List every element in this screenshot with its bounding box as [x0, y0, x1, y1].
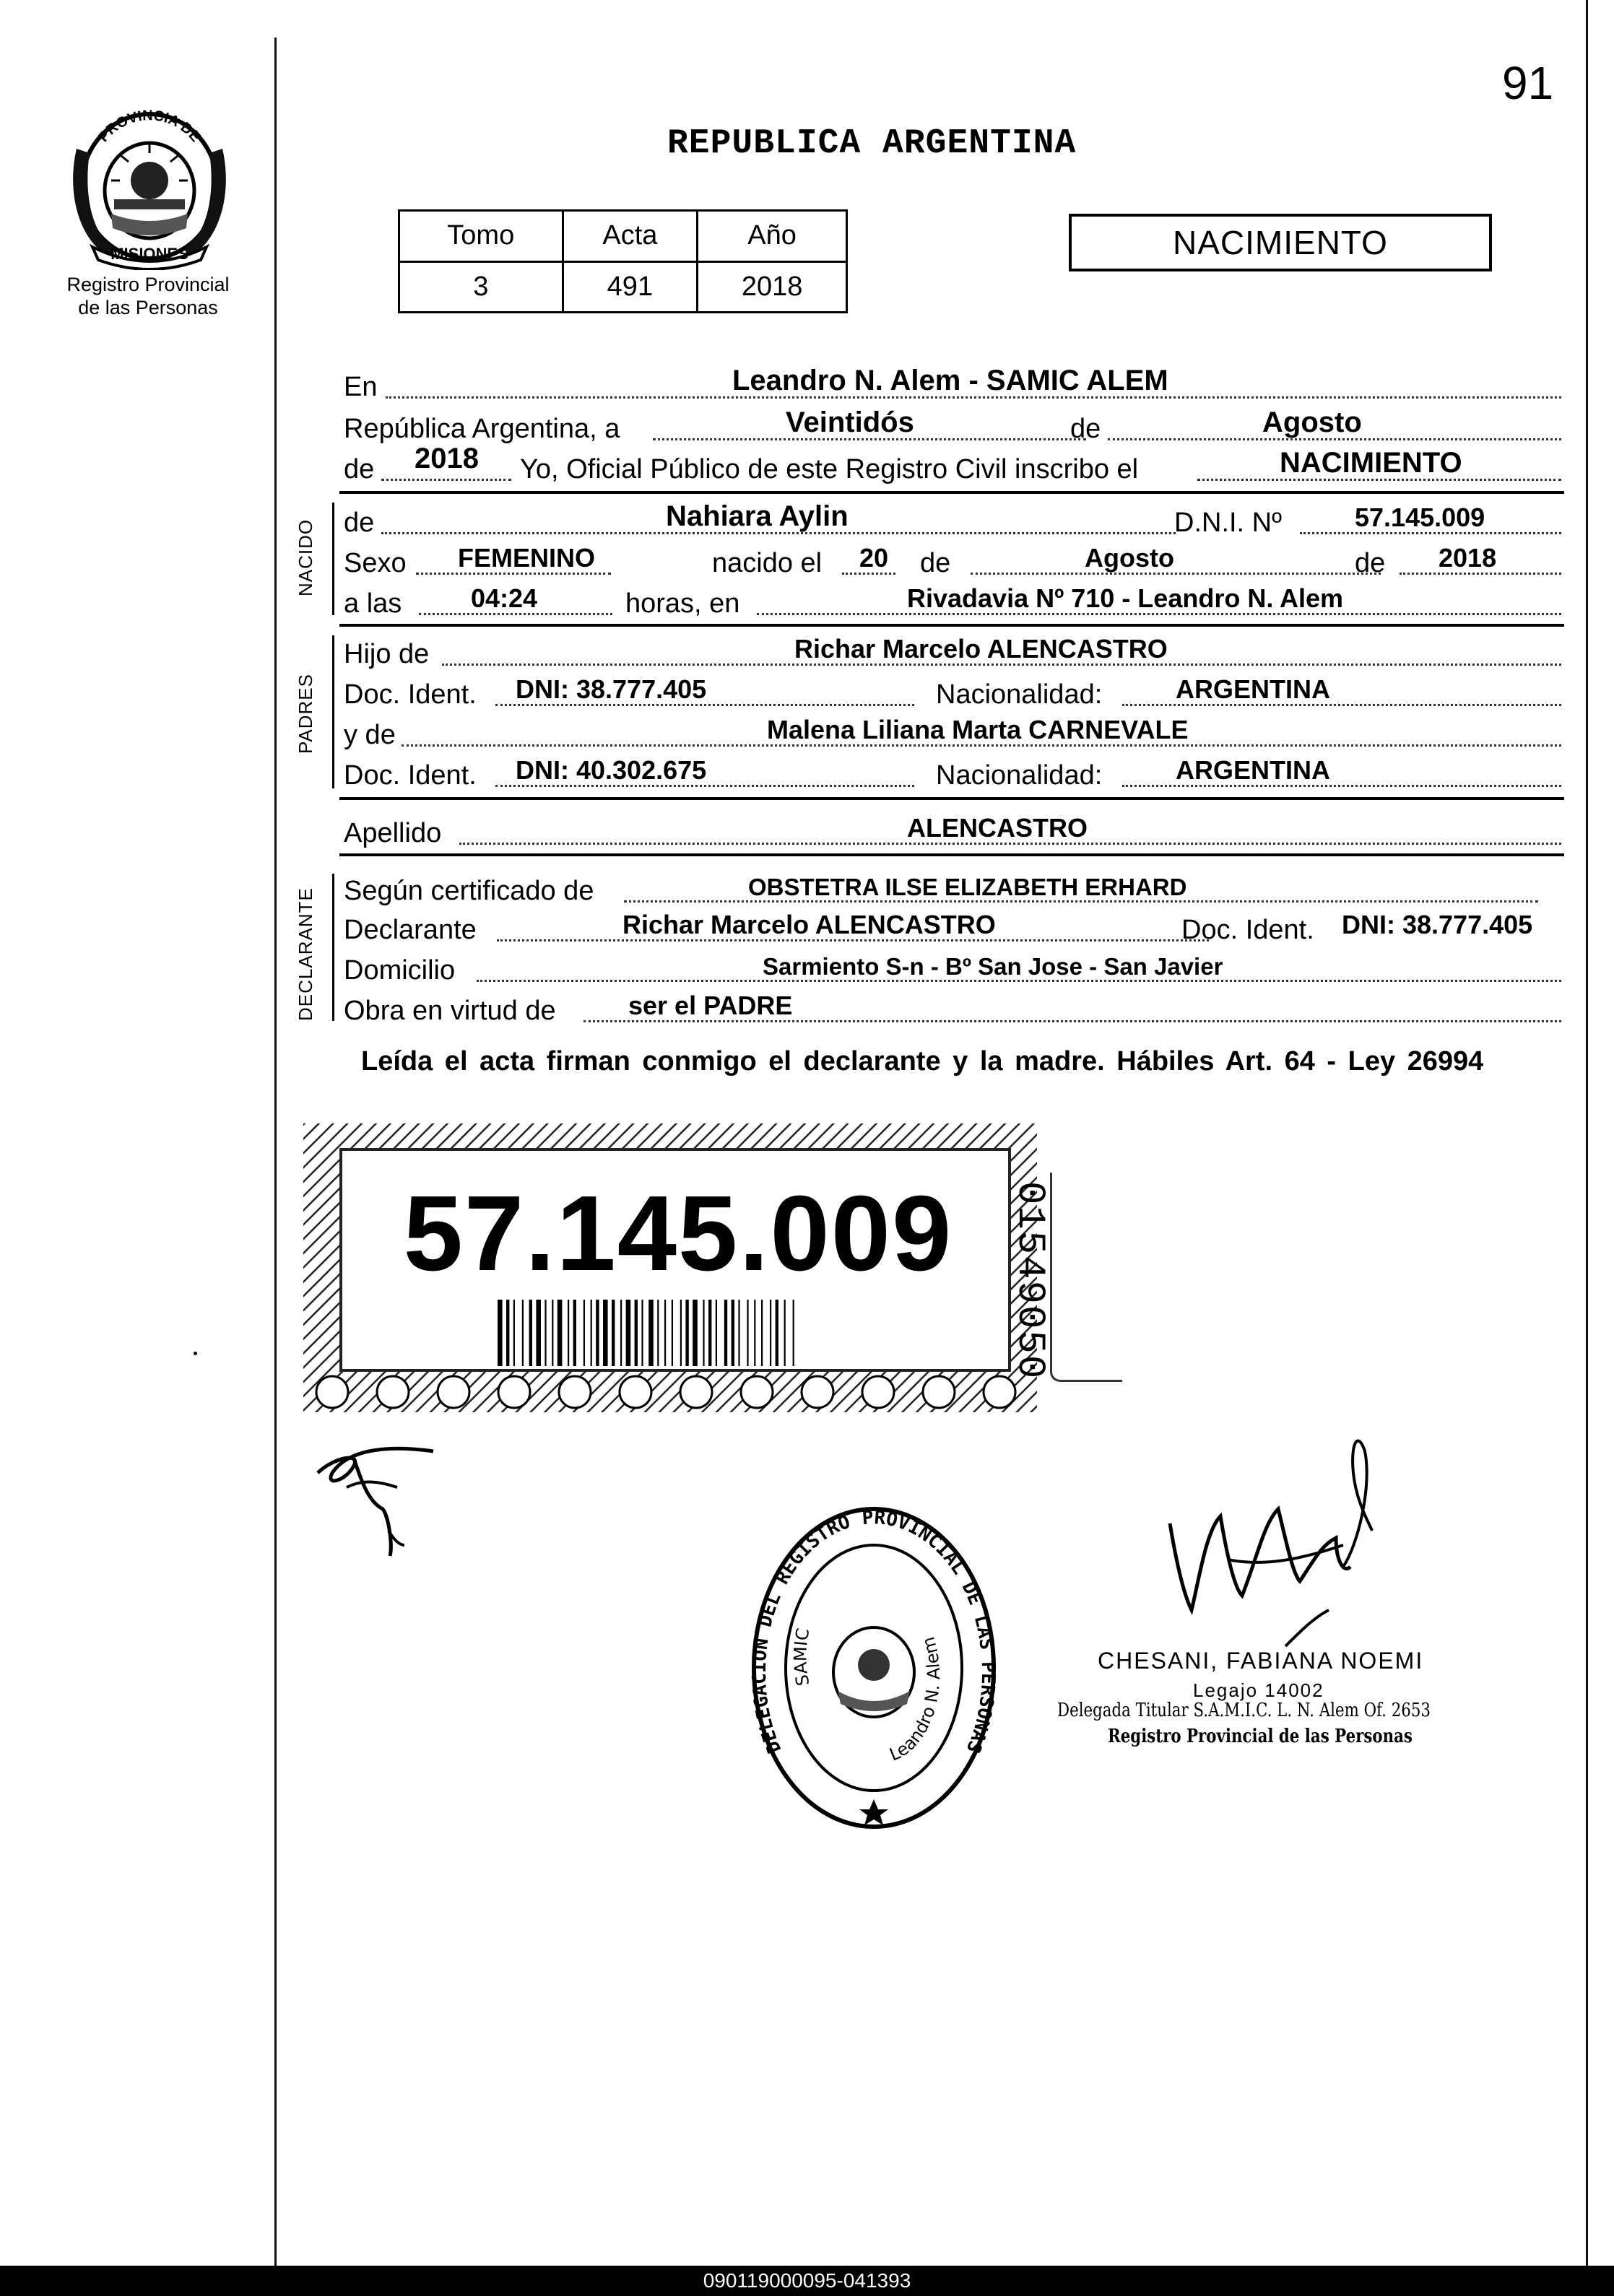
- nacido-bar: [332, 503, 334, 615]
- label-sexo: Sexo: [344, 548, 407, 578]
- section-divider: [339, 853, 1564, 856]
- barcode-bar: [685, 1300, 688, 1366]
- barcode-bar: [732, 1300, 734, 1366]
- row-apellido: [344, 813, 1561, 849]
- record-table-value-row: [399, 261, 847, 313]
- barcode-bar: [793, 1300, 794, 1366]
- label-y-de: y de: [344, 720, 396, 750]
- declarante-bar: [332, 874, 334, 1021]
- barcode-bar: [506, 1300, 509, 1366]
- barcode-bar: [738, 1300, 739, 1366]
- section-divider: [339, 797, 1564, 800]
- barcode-bar: [603, 1300, 608, 1366]
- side-label-declarante: DECLARANTE: [295, 887, 316, 1021]
- barcode-bar: [596, 1300, 599, 1366]
- misiones-coat-of-arms-logo: [71, 105, 228, 270]
- label-birth-de-year: de: [1355, 548, 1386, 578]
- side-label-padres: PADRES: [295, 674, 316, 754]
- barcode-bar: [724, 1300, 727, 1366]
- label-domicilio: Domicilio: [344, 955, 456, 986]
- barcode-bar: [648, 1300, 654, 1366]
- record-table-header-row: [399, 211, 847, 262]
- row-hora: [344, 583, 1561, 619]
- sticker-number: 57.145.009: [403, 1174, 953, 1293]
- value-obra: ser el PADRE: [628, 991, 793, 1020]
- label-obra: Obra en virtud de: [344, 996, 556, 1026]
- row-hijo-de: [344, 634, 1561, 670]
- label-de: de: [1070, 414, 1101, 444]
- value-padre-doc: DNI: 38.777.405: [516, 674, 707, 704]
- row-en: [344, 367, 1561, 403]
- value-domicilio: Sarmiento S-n - Bº San Jose - San Javier: [763, 953, 1223, 980]
- label-doc: Doc. Ident.: [344, 679, 477, 710]
- official-legajo: Legajo 14002: [1193, 1679, 1324, 1701]
- row-domicilio: [344, 950, 1561, 986]
- sticker-label: [339, 1148, 1011, 1372]
- footer-code: 090119000095-041393: [0, 2266, 1614, 2296]
- barcode-bar: [680, 1300, 682, 1366]
- speck: [194, 1352, 197, 1355]
- label-a-las: a las: [344, 588, 402, 619]
- barcode-bar: [761, 1300, 763, 1366]
- label-en: En: [344, 372, 378, 402]
- value-tomo: 3: [399, 261, 563, 313]
- value-birth-day: 20: [859, 543, 889, 573]
- value-decl-doc: DNI: 38.777.405: [1342, 910, 1533, 939]
- side-label-nacido: NACIDO: [295, 518, 316, 596]
- barcode-bar: [747, 1300, 748, 1366]
- value-nombre: Nahiara Aylin: [666, 500, 849, 532]
- barcode-bar: [513, 1300, 515, 1366]
- label-decl-doc: Doc. Ident.: [1181, 915, 1314, 945]
- row-padre-doc: [344, 674, 1561, 710]
- official-signature: [1155, 1415, 1401, 1661]
- row-obra: [344, 991, 1561, 1027]
- value-declarante: Richar Marcelo ALENCASTRO: [622, 910, 996, 939]
- section-divider: [339, 491, 1564, 494]
- label-doc: Doc. Ident.: [344, 760, 477, 791]
- dots: [971, 573, 1381, 575]
- value-anio: 2018: [698, 261, 847, 313]
- label-declarante: Declarante: [344, 915, 477, 945]
- svg-text:Leandro N. Alem: Leandro N. Alem: [886, 1635, 945, 1765]
- label-de-year: de: [344, 454, 375, 484]
- row-y-de: [344, 715, 1561, 751]
- barcode-bar: [784, 1300, 786, 1366]
- label-nacionalidad: Nacionalidad:: [936, 760, 1103, 791]
- official-position: Delegada Titular S.A.M.I.C. L. N. Alem Of. 2653: [1057, 1700, 1431, 1721]
- value-madre-doc: DNI: 40.302.675: [516, 755, 707, 785]
- svg-text:DELEGACION DEL REGISTRO PROVIN: DELEGACION DEL REGISTRO PROVINCIAL DE LAS PERSONAS: [748, 1507, 999, 1757]
- record-type-box: NACIMIENTO: [1069, 214, 1492, 271]
- label-nacionalidad: Nacionalidad:: [936, 679, 1103, 710]
- dots: [381, 479, 511, 481]
- barcode-bar: [522, 1300, 524, 1366]
- row-nombre: [344, 500, 1561, 539]
- registry-line1: Registro Provincial: [66, 274, 230, 295]
- barcode-bar: [770, 1300, 771, 1366]
- barcode-bar: [568, 1300, 569, 1366]
- registry-line2: de las Personas: [78, 297, 218, 318]
- barcode-bar: [536, 1300, 541, 1366]
- value-year: 2018: [415, 443, 479, 474]
- value-acta: 491: [563, 261, 698, 313]
- label-segun: Según certificado de: [344, 876, 594, 906]
- value-madre: Malena Liliana Marta CARNEVALE: [767, 715, 1189, 744]
- value-en: Leandro N. Alem - SAMIC ALEM: [732, 365, 1168, 396]
- barcode-bar: [498, 1300, 503, 1366]
- svg-text:PROVINCIA DE: PROVINCIA DE: [95, 108, 204, 145]
- value-padre: Richar Marcelo ALENCASTRO: [794, 634, 1168, 664]
- header-tomo: Tomo: [399, 211, 563, 262]
- barcode-bar: [776, 1300, 778, 1366]
- barcode-bar: [672, 1300, 673, 1366]
- barcode-bar: [583, 1300, 585, 1366]
- barcode-bar: [557, 1300, 563, 1366]
- svg-text:SAMIC: SAMIC: [790, 1627, 814, 1688]
- barcode-bar: [626, 1300, 631, 1366]
- label-republica: República Argentina, a: [344, 414, 620, 444]
- value-day: Veintidós: [786, 406, 914, 438]
- barcode-bar: [716, 1300, 717, 1366]
- label-nacido-el: nacido el: [712, 548, 823, 578]
- registry-name: [43, 273, 253, 319]
- declarant-signature: [303, 1437, 448, 1567]
- official-registry: Registro Provincial de las Personas: [1108, 1726, 1413, 1747]
- label-dni: D.N.I. Nº: [1174, 508, 1282, 538]
- barcode: [498, 1300, 898, 1366]
- value-hora: 04:24: [471, 583, 538, 613]
- svg-text:MISIONES: MISIONES: [110, 245, 188, 263]
- row-declarante: [344, 910, 1561, 946]
- barcode-bar: [708, 1300, 711, 1366]
- barcode-bar: [635, 1300, 638, 1366]
- value-madre-nac: ARGENTINA: [1176, 755, 1330, 785]
- label-birth-de: de: [920, 548, 951, 578]
- right-margin-line: [1586, 0, 1588, 2266]
- delegation-seal: [744, 1502, 1004, 1834]
- barcode-bar: [664, 1300, 666, 1366]
- barcode-bar: [573, 1300, 576, 1366]
- record-table: [398, 209, 848, 313]
- row-segun: [344, 871, 1561, 907]
- value-dni: 57.145.009: [1355, 503, 1485, 532]
- value-apellido: ALENCASTRO: [907, 813, 1088, 843]
- barcode-bar: [591, 1300, 592, 1366]
- barcode-bar: [703, 1300, 704, 1366]
- value-segun: OBSTETRA ILSE ELIZABETH ERHARD: [748, 874, 1187, 900]
- page-number: 91: [1502, 57, 1554, 109]
- id-sticker: [303, 1123, 1037, 1412]
- value-padre-nac: ARGENTINA: [1176, 674, 1330, 704]
- padres-bar: [332, 635, 334, 788]
- value-month: Agosto: [1262, 406, 1362, 438]
- barcode-bar: [657, 1300, 659, 1366]
- oficial-text: Yo, Oficial Público de este Registro Civil inscribo el: [520, 454, 1139, 484]
- row-madre-doc: [344, 755, 1561, 791]
- barcode-bar: [544, 1300, 546, 1366]
- row-year: [344, 443, 1561, 485]
- value-inscribo: NACIMIENTO: [1280, 447, 1462, 479]
- official-name: CHESANI, FABIANA NOEMI: [1098, 1648, 1424, 1674]
- section-divider: [339, 624, 1564, 627]
- barcode-bar: [754, 1300, 755, 1366]
- header-anio: Año: [698, 211, 847, 262]
- barcode-bar: [620, 1300, 622, 1366]
- label-hijo-de: Hijo de: [344, 639, 430, 669]
- label-horas-en: horas, en: [625, 588, 740, 619]
- value-birth-month: Agosto: [1085, 543, 1174, 573]
- barcode-bar: [552, 1300, 553, 1366]
- label-apellido: Apellido: [344, 818, 442, 848]
- sticker-serial: 01549050: [1007, 1181, 1051, 1380]
- value-birth-year: 2018: [1439, 543, 1497, 573]
- label-nombre: de: [344, 508, 375, 538]
- barcode-bar: [693, 1300, 698, 1366]
- row-fecha: [344, 406, 1561, 445]
- barcode-bar: [612, 1300, 615, 1366]
- barcode-bar: [529, 1300, 532, 1366]
- header-acta: Acta: [563, 211, 698, 262]
- closing-text: Leída el acta firman conmigo el declarante y la madre. Hábiles Art. 64 - Ley 26994: [361, 1046, 1484, 1077]
- serial-bracket: [1050, 1173, 1122, 1382]
- page-title: REPUBLICA ARGENTINA: [667, 124, 1077, 163]
- value-lugar: Rivadavia Nº 710 - Leandro N. Alem: [907, 583, 1344, 613]
- left-margin-line: [274, 38, 277, 2266]
- barcode-bar: [641, 1300, 643, 1366]
- value-sexo: FEMENINO: [458, 543, 596, 573]
- row-sexo: [344, 543, 1561, 579]
